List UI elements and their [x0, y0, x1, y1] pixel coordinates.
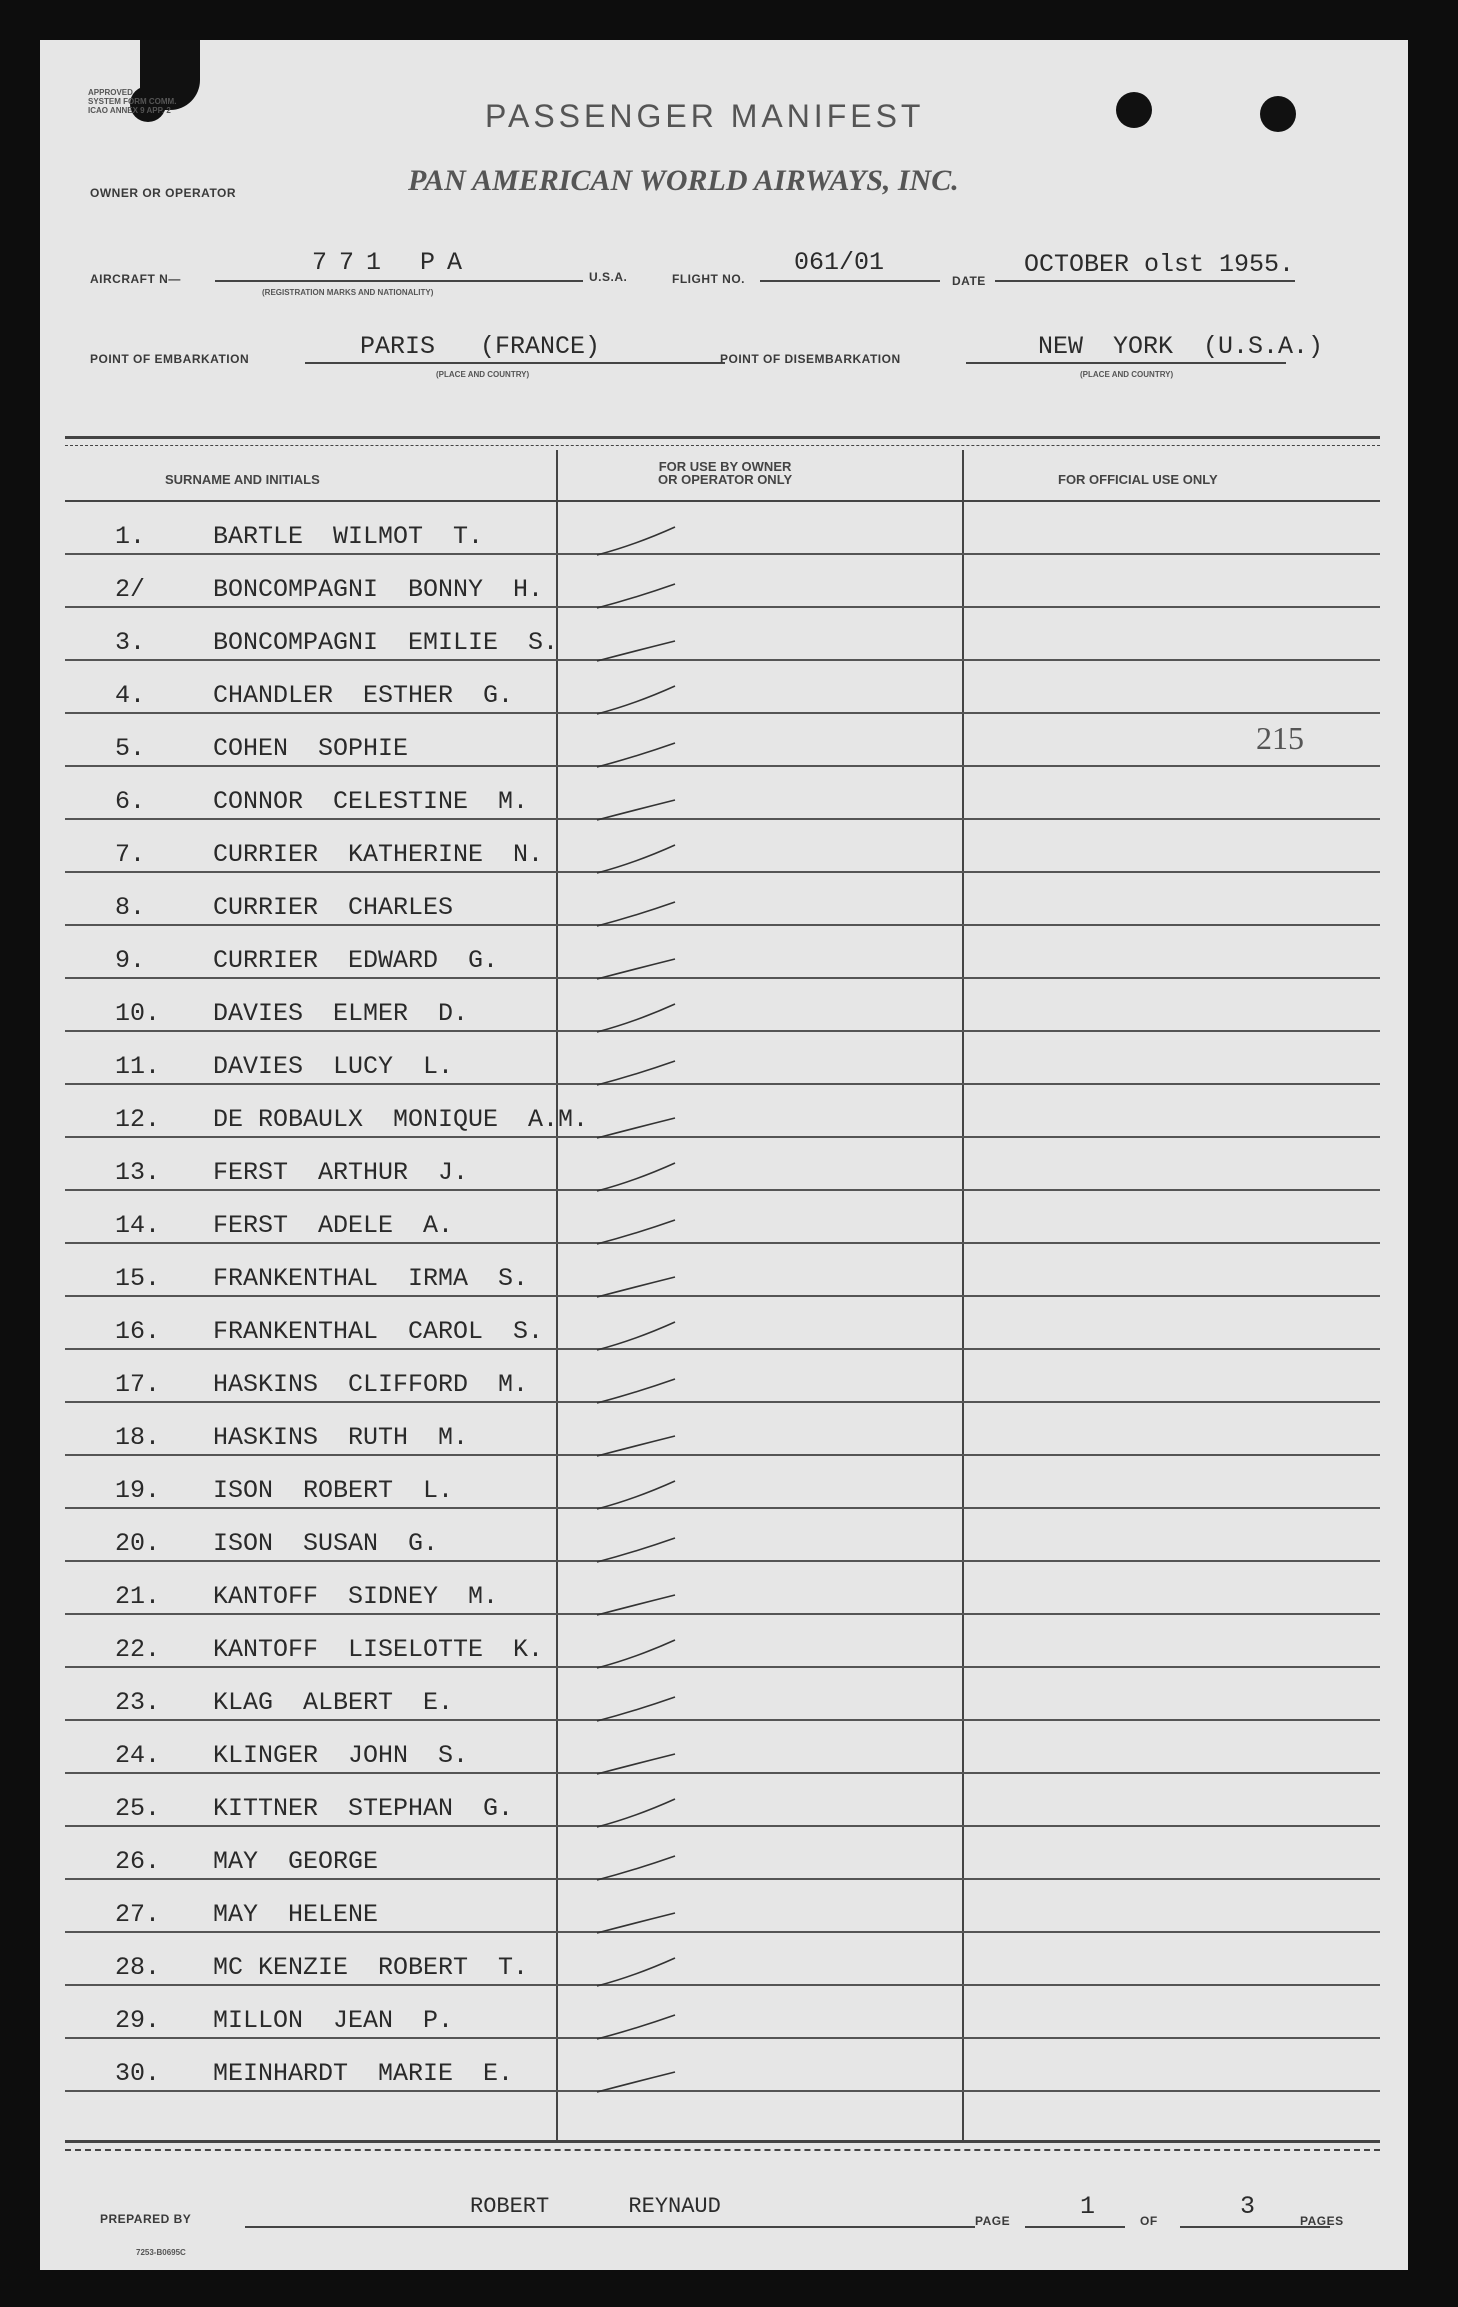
form-number: 7253-B0695C — [136, 2248, 186, 2257]
row-number: 5. — [115, 734, 146, 763]
table-row — [65, 1933, 1380, 1986]
table-row — [65, 555, 1380, 608]
passenger-name: MILLON JEAN P. — [213, 2006, 454, 2035]
row-number: 4. — [115, 681, 146, 710]
table-row — [65, 1191, 1380, 1244]
table-row — [65, 1668, 1380, 1721]
row-number: 30. — [115, 2059, 161, 2088]
row-number: 6. — [115, 787, 146, 816]
page-title: PASSENGER MANIFEST — [485, 98, 925, 134]
prepared-underline — [245, 2226, 975, 2228]
passenger-name: MAY HELENE — [213, 1900, 379, 1929]
row-number: 25. — [115, 1794, 161, 1823]
table-row — [65, 1827, 1380, 1880]
row-number: 3. — [115, 628, 146, 657]
date-underline — [995, 280, 1295, 282]
passenger-name: BARTLE WILMOT T. — [213, 522, 484, 551]
disembark-label: POINT OF DISEMBARKATION — [720, 352, 901, 366]
row-number: 19. — [115, 1476, 161, 1505]
disembark-underline — [966, 362, 1286, 364]
row-number: 26. — [115, 1847, 161, 1876]
passenger-name: KANTOFF LISELOTTE K. — [213, 1635, 544, 1664]
table-row — [65, 1138, 1380, 1191]
embark-caption: (PLACE AND COUNTRY) — [436, 370, 530, 379]
table-bottom-rule — [65, 2140, 1380, 2151]
owner-value: PAN AMERICAN WORLD AIRWAYS, INC. — [408, 164, 959, 197]
passenger-name: HASKINS CLIFFORD M. — [213, 1370, 529, 1399]
table-row — [65, 502, 1380, 555]
passenger-name: DAVIES ELMER D. — [213, 999, 469, 1028]
table-row — [65, 926, 1380, 979]
row-number: 1. — [115, 522, 146, 551]
approval-note: APPROVED SYSTEM FORM COMM. ICAO ANNEX 9 APP. 2 — [88, 88, 177, 115]
row-number: 10. — [115, 999, 161, 1028]
manifest-page — [40, 40, 1408, 2270]
table-row — [65, 767, 1380, 820]
row-rule — [65, 2090, 1380, 2092]
col-header-names: SURNAME AND INITIALS — [165, 472, 320, 487]
row-number: 9. — [115, 946, 146, 975]
passenger-name: FERST ADELE A. — [213, 1211, 454, 1240]
row-number: 12. — [115, 1105, 161, 1134]
table-row — [65, 714, 1380, 767]
row-number: 24. — [115, 1741, 161, 1770]
row-number: 28. — [115, 1953, 161, 1982]
row-number: 13. — [115, 1158, 161, 1187]
of-label: OF — [1140, 2214, 1158, 2228]
row-number: 2/ — [115, 575, 146, 604]
disembark-value: NEW YORK (U.S.A.) — [1038, 332, 1324, 361]
table-row — [65, 1403, 1380, 1456]
passenger-name: FERST ARTHUR J. — [213, 1158, 469, 1187]
passenger-name: KITTNER STEPHAN G. — [213, 1794, 514, 1823]
col-header-official: FOR OFFICIAL USE ONLY — [1058, 472, 1218, 487]
official-note: 215 — [1256, 720, 1304, 756]
table-row — [65, 608, 1380, 661]
passenger-name: MC KENZIE ROBERT T. — [213, 1953, 529, 1982]
aircraft-value: 771 PA — [312, 248, 475, 277]
table-row — [65, 2039, 1380, 2092]
row-number: 17. — [115, 1370, 161, 1399]
passenger-name: DE ROBAULX MONIQUE A.M. — [213, 1105, 589, 1134]
flight-label: FLIGHT NO. — [672, 272, 745, 286]
passenger-name: BONCOMPAGNI BONNY H. — [213, 575, 544, 604]
table-row — [65, 1297, 1380, 1350]
check-mark-icon — [595, 2058, 705, 2098]
punch-hole-right-1 — [1116, 92, 1152, 128]
page-underline — [1025, 2226, 1125, 2228]
passenger-name: FRANKENTHAL CAROL S. — [213, 1317, 544, 1346]
passenger-name: BONCOMPAGNI EMILIE S. — [213, 628, 559, 657]
table-row — [65, 1562, 1380, 1615]
row-number: 16. — [115, 1317, 161, 1346]
row-number: 8. — [115, 893, 146, 922]
passenger-name: HASKINS RUTH M. — [213, 1423, 469, 1452]
table-row — [65, 1456, 1380, 1509]
passenger-name: KLINGER JOHN S. — [213, 1741, 469, 1770]
row-number: 21. — [115, 1582, 161, 1611]
row-number: 27. — [115, 1900, 161, 1929]
passenger-name: CONNOR CELESTINE M. — [213, 787, 529, 816]
row-number: 29. — [115, 2006, 161, 2035]
passenger-name: CHANDLER ESTHER G. — [213, 681, 514, 710]
page-label: PAGE — [975, 2214, 1011, 2228]
registration-caption: (REGISTRATION MARKS AND NATIONALITY) — [262, 288, 434, 297]
table-row — [65, 979, 1380, 1032]
passenger-name: FRANKENTHAL IRMA S. — [213, 1264, 529, 1293]
prepared-value: ROBERT REYNAUD — [470, 2194, 721, 2219]
prepared-label: PREPARED BY — [100, 2212, 192, 2226]
passenger-name: KLAG ALBERT E. — [213, 1688, 454, 1717]
passenger-name: CURRIER KATHERINE N. — [213, 840, 544, 869]
passenger-name: COHEN SOPHIE — [213, 734, 409, 763]
row-number: 7. — [115, 840, 146, 869]
embark-label: POINT OF EMBARKATION — [90, 352, 250, 366]
table-row — [65, 1721, 1380, 1774]
table-row — [65, 661, 1380, 714]
table-row — [65, 1509, 1380, 1562]
owner-label: OWNER OR OPERATOR — [90, 186, 237, 200]
date-label: DATE — [952, 274, 986, 288]
table-row — [65, 1615, 1380, 1668]
embark-underline — [305, 362, 725, 364]
row-number: 15. — [115, 1264, 161, 1293]
table-row — [65, 1880, 1380, 1933]
table-row — [65, 1032, 1380, 1085]
passenger-name: ISON ROBERT L. — [213, 1476, 454, 1505]
table-row — [65, 1350, 1380, 1403]
col-header-owner: FOR USE BY OWNER OR OPERATOR ONLY — [658, 459, 793, 487]
passenger-name: CURRIER CHARLES — [213, 893, 454, 922]
table-row — [65, 1774, 1380, 1827]
table-row — [65, 820, 1380, 873]
passenger-name: MEINHARDT MARIE E. — [213, 2059, 514, 2088]
of-value: 3 — [1240, 2192, 1256, 2221]
disembark-caption: (PLACE AND COUNTRY) — [1080, 370, 1174, 379]
table-row — [65, 873, 1380, 926]
row-number: 20. — [115, 1529, 161, 1558]
passenger-name: CURRIER EDWARD G. — [213, 946, 499, 975]
row-number: 11. — [115, 1052, 161, 1081]
passenger-name: ISON SUSAN G. — [213, 1529, 439, 1558]
table-top-rule — [65, 436, 1380, 446]
table-row — [65, 1085, 1380, 1138]
date-value: OCTOBER olst 1955. — [1024, 250, 1295, 279]
passenger-name: KANTOFF SIDNEY M. — [213, 1582, 499, 1611]
passenger-name: MAY GEORGE — [213, 1847, 379, 1876]
table-row — [65, 1986, 1380, 2039]
row-number: 22. — [115, 1635, 161, 1664]
row-number: 23. — [115, 1688, 161, 1717]
aircraft-label: AIRCRAFT N— — [90, 272, 181, 286]
table-row — [65, 1244, 1380, 1297]
row-number: 18. — [115, 1423, 161, 1452]
passenger-name: DAVIES LUCY L. — [213, 1052, 454, 1081]
punch-hole-right-2 — [1260, 96, 1296, 132]
aircraft-underline — [215, 280, 583, 282]
usa-label: U.S.A. — [589, 270, 628, 284]
flight-value: 061/01 — [794, 248, 885, 277]
embark-value: PARIS (FRANCE) — [360, 332, 601, 361]
flight-underline — [760, 280, 940, 282]
row-number: 14. — [115, 1211, 161, 1240]
pages-label: PAGES — [1300, 2214, 1344, 2228]
page-value: 1 — [1080, 2192, 1096, 2221]
